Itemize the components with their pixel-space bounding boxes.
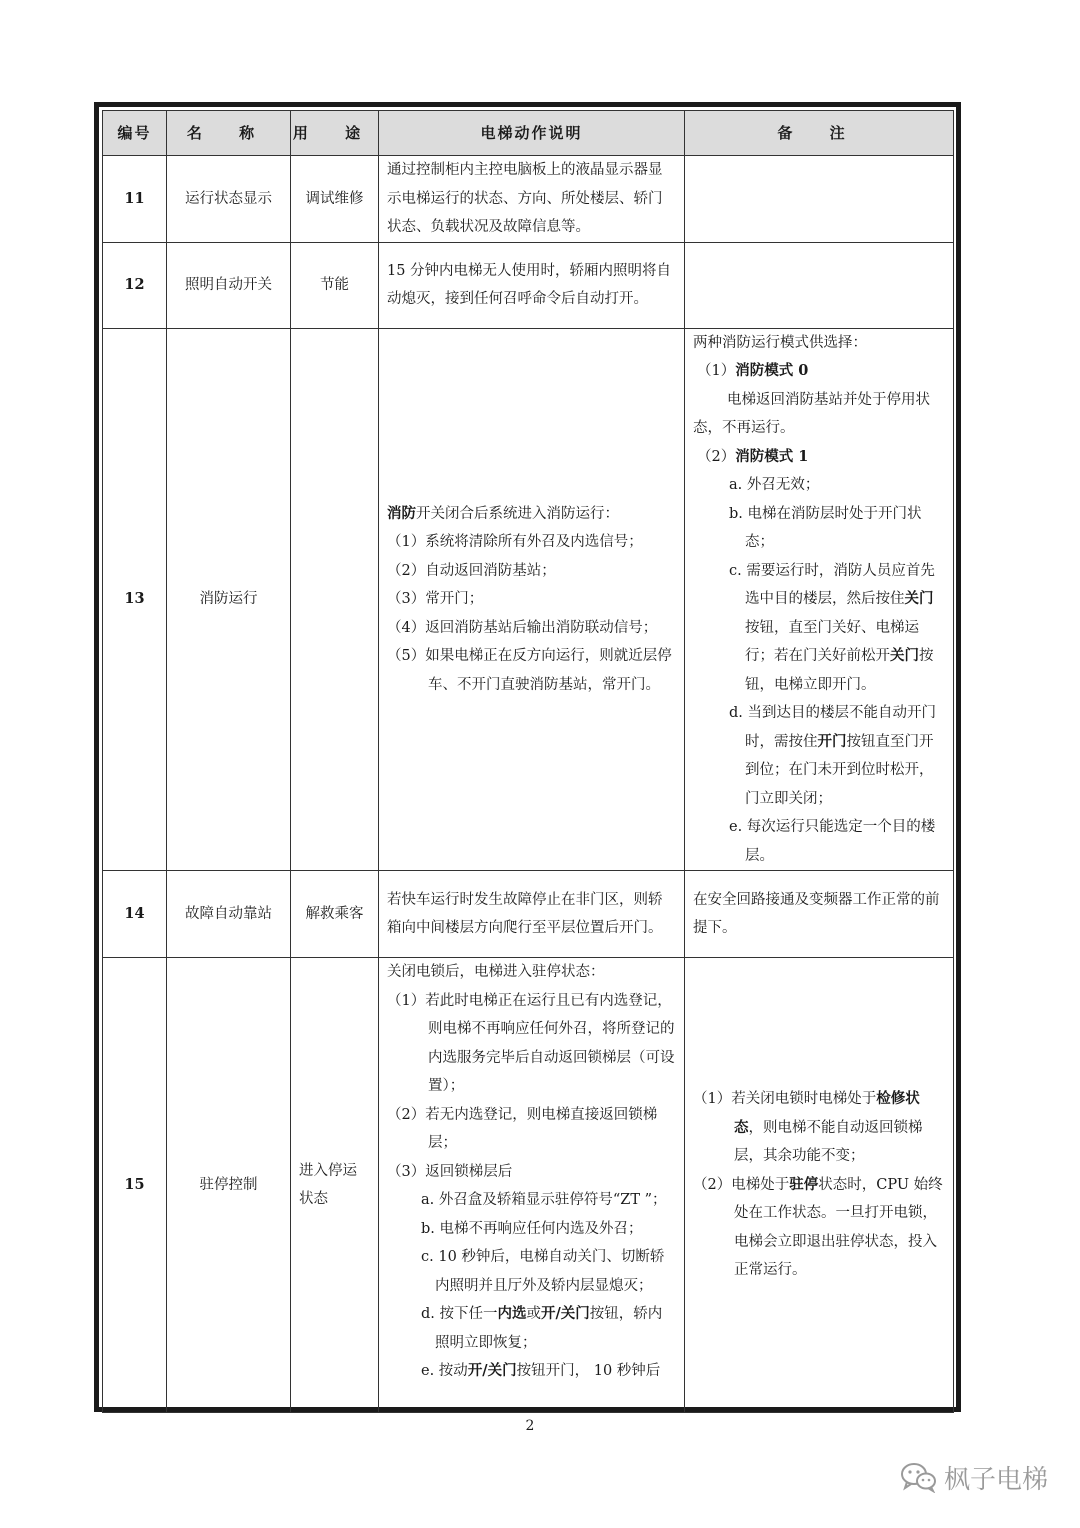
- row-use: 调试维修: [291, 156, 379, 243]
- table-row: [103, 328, 954, 871]
- row-number: 11: [103, 156, 167, 243]
- table-header-row: [103, 111, 954, 156]
- parking-item: （2）若无内选登记，则电梯直接返回锁梯层；: [387, 1106, 658, 1151]
- parking-item: （1）若此时电梯正在运行且已有内选登记，则电梯不再响应任何外召，将所登记的内选服务完毕后自动返回锁梯层（可设置）；: [387, 992, 675, 1094]
- parking-subitem: a. 外召盒及轿箱显示驻停符号“ZT ”；: [421, 1192, 667, 1208]
- fire-item: （5）如果电梯正在反方向运行，则就近层停车、不开门直驶消防基站，常开门。: [387, 648, 672, 693]
- fire-mode-0-text: 电梯返回消防基站并处于停用状态，不再运行。: [693, 391, 930, 436]
- table-row: [103, 242, 954, 328]
- table-row: [103, 156, 954, 243]
- wechat-icon: [900, 1461, 938, 1493]
- row-use: 节能: [291, 242, 379, 328]
- row-number: 15: [103, 958, 167, 1413]
- fire-item: （1）系统将清除所有外召及内选信号；: [387, 534, 643, 550]
- watermark: [900, 1452, 1060, 1502]
- row-description: 通过控制柜内主控电脑板上的液晶显示器显示电梯运行的状态、方向、所处楼层、轿门状态、负载状况及故障信息等。: [379, 156, 685, 243]
- page-number: 2: [525, 1418, 535, 1434]
- row-number: 12: [103, 242, 167, 328]
- header-use: 用 途: [291, 111, 379, 156]
- row-name: 故障自动靠站: [167, 871, 291, 958]
- row-description: 若快车运行时发生故障停止在非门区，则轿箱向中间楼层方向爬行至平层位置后开门。: [379, 871, 685, 958]
- row-description: 15 分钟内电梯无人使用时，轿厢内照明将自动熄灭，接到任何召呼命令后自动打开。: [379, 242, 685, 328]
- row-use: 解救乘客: [291, 871, 379, 958]
- header-name: 名 称: [167, 111, 291, 156]
- table-row: [103, 871, 954, 958]
- row-remarks: [685, 328, 954, 871]
- row-remarks: 在安全回路接通及变频器工作正常的前提下。: [685, 871, 954, 958]
- row-name: 驻停控制: [167, 958, 291, 1413]
- fire-keyword: 消防: [387, 504, 416, 522]
- parking-item: （3）返回锁梯层后: [387, 1163, 513, 1180]
- parking-intro: 关闭电锁后，电梯进入驻停状态：: [387, 964, 605, 980]
- header-remarks: 备 注: [685, 111, 954, 156]
- header-description: 电梯动作说明: [379, 111, 685, 156]
- parking-note: （1）若关闭电锁时电梯处于检修状态，则电梯不能自动返回锁梯层，其余功能不变；: [693, 1090, 923, 1165]
- fire-item: （2）自动返回消防基站；: [387, 562, 556, 579]
- fire-mode-1-title: （2）消防模式 1: [697, 447, 809, 465]
- fire-item: （3）常开门；: [387, 591, 484, 607]
- row-description: [379, 958, 685, 1413]
- row-remarks: [685, 242, 954, 328]
- row-use: 进入停运状态: [291, 958, 379, 1413]
- fire-mode-1-a: a. 外召无效；: [729, 477, 820, 493]
- row-name: 运行状态显示: [167, 156, 291, 243]
- row-name: 照明自动开关: [167, 242, 291, 328]
- parking-subitem: e. 按动开/关门按钮开门， 10 秒钟后: [421, 1362, 661, 1379]
- table-row: [103, 958, 954, 1413]
- fire-mode-1-b: b. 电梯在消防层时处于开门状态；: [729, 505, 922, 550]
- header-number: 编号: [103, 111, 167, 156]
- row-remarks: [685, 156, 954, 243]
- row-number: 13: [103, 328, 167, 871]
- parking-note: （2）电梯处于驻停状态时，CPU 始终处在工作状态。一旦打开电锁，电梯会立即退出驻停状态，投入正常运行。: [693, 1175, 943, 1279]
- fire-mode-0-title: （1）消防模式 0: [697, 362, 809, 379]
- parking-subitem: c. 10 秒钟后，电梯自动关门、切断轿内照明并且厅外及轿内层显熄灭；: [421, 1249, 665, 1294]
- parking-subitem: d. 按下任一内选或开/关门按钮，轿内照明立即恢复；: [421, 1305, 663, 1351]
- fire-intro: 消防开关闭合后系统进入消防运行：: [387, 504, 619, 522]
- elevator-function-table: [102, 110, 954, 1413]
- fire-item: （4）返回消防基站后输出消防联动信号；: [387, 619, 658, 636]
- row-name: 消防运行: [167, 328, 291, 871]
- fire-mode-1-c: c. 需要运行时，消防人员应首先选中目的楼层，然后按住关门按钮，直至门关好、电梯运行；若在门关好前松开关门按钮，电梯立即开门。: [729, 562, 935, 693]
- fire-mode-1-d: d. 当到达目的楼层不能自动开门时，需按住开门按钮直至门开到位；在门未开到位时松开，门立即关闭；: [729, 705, 936, 807]
- watermark-text: 枫子电梯: [944, 1464, 1049, 1495]
- fire-mode-intro: 两种消防运行模式供选择：: [693, 334, 867, 351]
- row-description: [379, 328, 685, 871]
- fire-mode-1-e: e. 每次运行只能选定一个目的楼层。: [729, 819, 936, 864]
- parking-subitem: b. 电梯不再响应任何内选及外召；: [421, 1220, 643, 1237]
- row-use: [291, 328, 379, 871]
- row-number: 14: [103, 871, 167, 958]
- row-remarks: [685, 958, 954, 1413]
